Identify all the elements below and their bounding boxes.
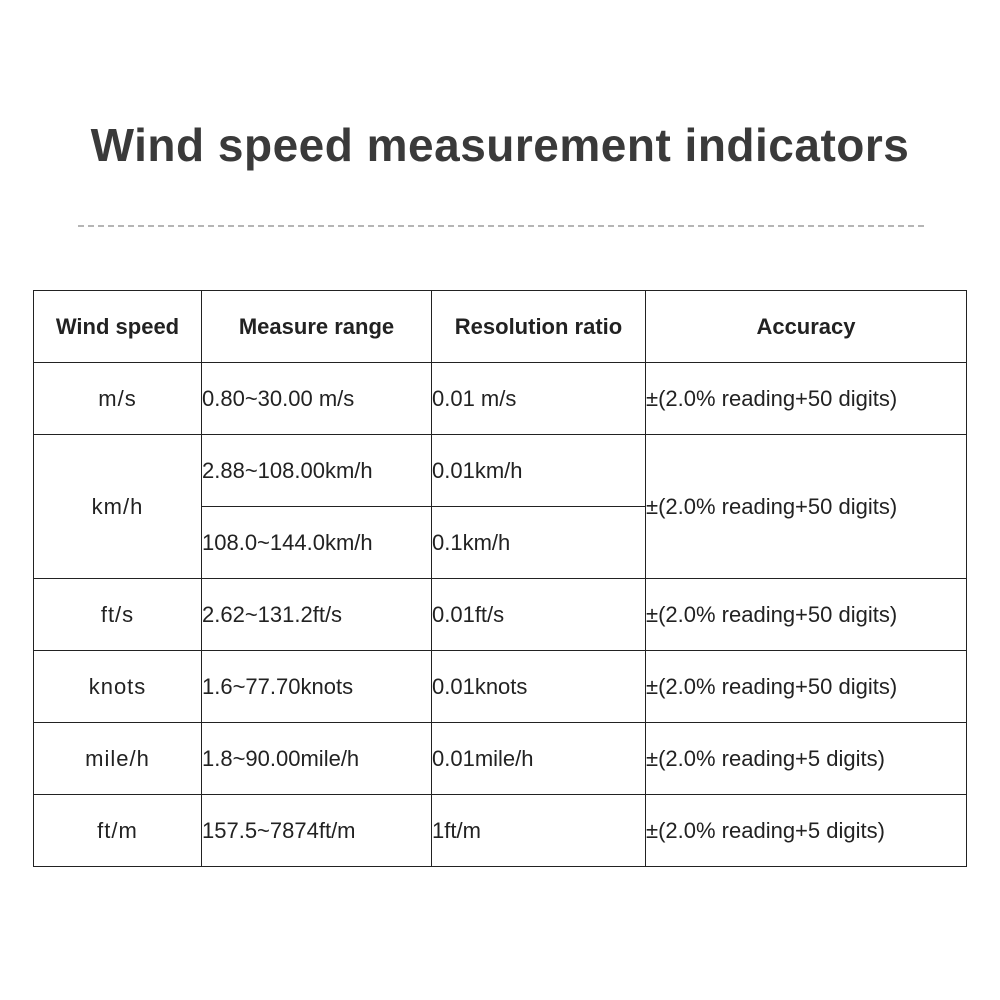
- resolution-cell: 0.01mile/h: [432, 723, 646, 795]
- table-header-row: [34, 291, 967, 363]
- header-measure-range: Measure range: [202, 291, 432, 363]
- accuracy-cell: ±(2.0% reading+50 digits): [646, 363, 967, 435]
- header-resolution-ratio: Resolution ratio: [432, 291, 646, 363]
- table-row: [34, 723, 967, 795]
- accuracy-cell: ±(2.0% reading+5 digits): [646, 795, 967, 867]
- table-row: [34, 435, 967, 507]
- header-accuracy: Accuracy: [646, 291, 967, 363]
- range-cell: 1.6~77.70knots: [202, 651, 432, 723]
- resolution-cell: 0.01km/h: [432, 435, 646, 507]
- accuracy-cell: ±(2.0% reading+50 digits): [646, 435, 967, 579]
- unit-cell: ft/s: [34, 579, 202, 651]
- unit-cell: mile/h: [34, 723, 202, 795]
- table-row: [34, 363, 967, 435]
- range-cell: 0.80~30.00 m/s: [202, 363, 432, 435]
- title-divider: [78, 225, 924, 227]
- spec-table: [33, 290, 967, 867]
- accuracy-cell: ±(2.0% reading+50 digits): [646, 579, 967, 651]
- resolution-cell: 0.01 m/s: [432, 363, 646, 435]
- table-row: [34, 579, 967, 651]
- resolution-cell: 0.01ft/s: [432, 579, 646, 651]
- unit-cell: m/s: [34, 363, 202, 435]
- accuracy-cell: ±(2.0% reading+50 digits): [646, 651, 967, 723]
- table-row: [34, 651, 967, 723]
- range-cell: 1.8~90.00mile/h: [202, 723, 432, 795]
- range-cell: 108.0~144.0km/h: [202, 507, 432, 579]
- range-cell: 157.5~7874ft/m: [202, 795, 432, 867]
- resolution-cell: 0.1km/h: [432, 507, 646, 579]
- range-cell: 2.88~108.00km/h: [202, 435, 432, 507]
- range-cell: 2.62~131.2ft/s: [202, 579, 432, 651]
- unit-cell: knots: [34, 651, 202, 723]
- table-row: [34, 795, 967, 867]
- unit-cell: km/h: [34, 435, 202, 579]
- accuracy-cell: ±(2.0% reading+5 digits): [646, 723, 967, 795]
- unit-cell: ft/m: [34, 795, 202, 867]
- resolution-cell: 1ft/m: [432, 795, 646, 867]
- header-wind-speed: Wind speed: [34, 291, 202, 363]
- resolution-cell: 0.01knots: [432, 651, 646, 723]
- page-title: Wind speed measurement indicators: [90, 119, 910, 171]
